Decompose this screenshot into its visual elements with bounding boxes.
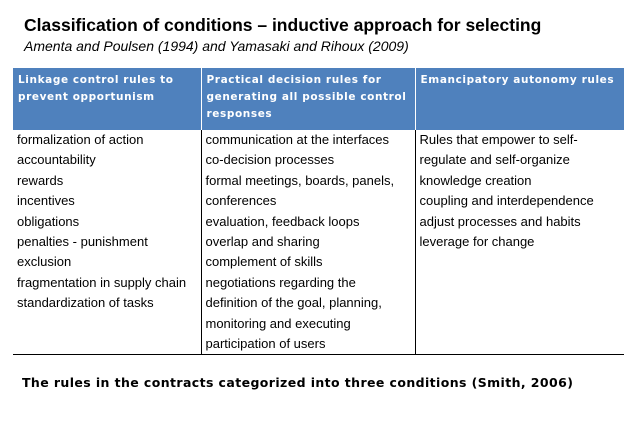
table-row <box>13 130 624 355</box>
list-item: regulate and self-organize <box>419 152 570 168</box>
list-item: accountability <box>17 152 96 168</box>
list-item: co-decision processes <box>205 152 335 168</box>
list-item: participation of users <box>205 336 326 352</box>
header-linkage-control-rules: Linkage control rules to prevent opportunism <box>13 68 201 130</box>
page-title: Classification of conditions – inductive approach for selecting <box>24 15 542 35</box>
list-item: negotiations regarding the <box>205 274 356 290</box>
list-item: knowledge creation <box>419 172 532 188</box>
list-item: formalization of action <box>17 132 144 147</box>
table-caption: The rules in the contracts categorized into three conditions (Smith, 2006) <box>22 375 574 390</box>
list-item: coupling and interdependence <box>419 193 594 209</box>
practical-decision-list <box>206 130 411 354</box>
list-item: incentives <box>17 193 75 209</box>
list-item: obligations <box>17 213 80 229</box>
list-item: monitoring and executing <box>205 315 351 331</box>
list-item: formal meetings, boards, panels, <box>205 172 395 188</box>
list-item: Rules that empower to self- <box>419 132 578 147</box>
list-item: adjust processes and habits <box>419 213 581 229</box>
header-emancipatory-autonomy-rules: Emancipatory autonomy rules <box>415 68 624 130</box>
list-item: conferences <box>205 193 277 209</box>
emancipatory-autonomy-cell <box>415 130 624 355</box>
rules-table <box>13 68 624 355</box>
list-item: communication at the interfaces <box>205 132 390 147</box>
header-practical-decision-rules: Practical decision rules for generating all possible control responses <box>201 68 415 130</box>
list-item: leverage for change <box>419 234 535 250</box>
linkage-control-cell <box>13 130 201 355</box>
page-subtitle: Amenta and Poulsen (1994) and Yamasaki and Rihoux (2009) <box>24 38 409 54</box>
linkage-control-list <box>17 130 197 314</box>
list-item: exclusion <box>17 254 72 270</box>
list-item: rewards <box>17 172 64 188</box>
table-header-row <box>13 68 624 130</box>
practical-decision-cell <box>201 130 415 355</box>
emancipatory-autonomy-list <box>420 130 621 252</box>
list-item: penalties - punishment <box>17 234 148 250</box>
list-item: fragmentation in supply chain <box>17 274 187 290</box>
list-item: complement of skills <box>205 254 323 270</box>
list-item: definition of the goal, planning, <box>205 295 382 311</box>
list-item: standardization of tasks <box>17 295 154 311</box>
list-item: evaluation, feedback loops <box>205 213 360 229</box>
list-item: overlap and sharing <box>205 234 320 250</box>
